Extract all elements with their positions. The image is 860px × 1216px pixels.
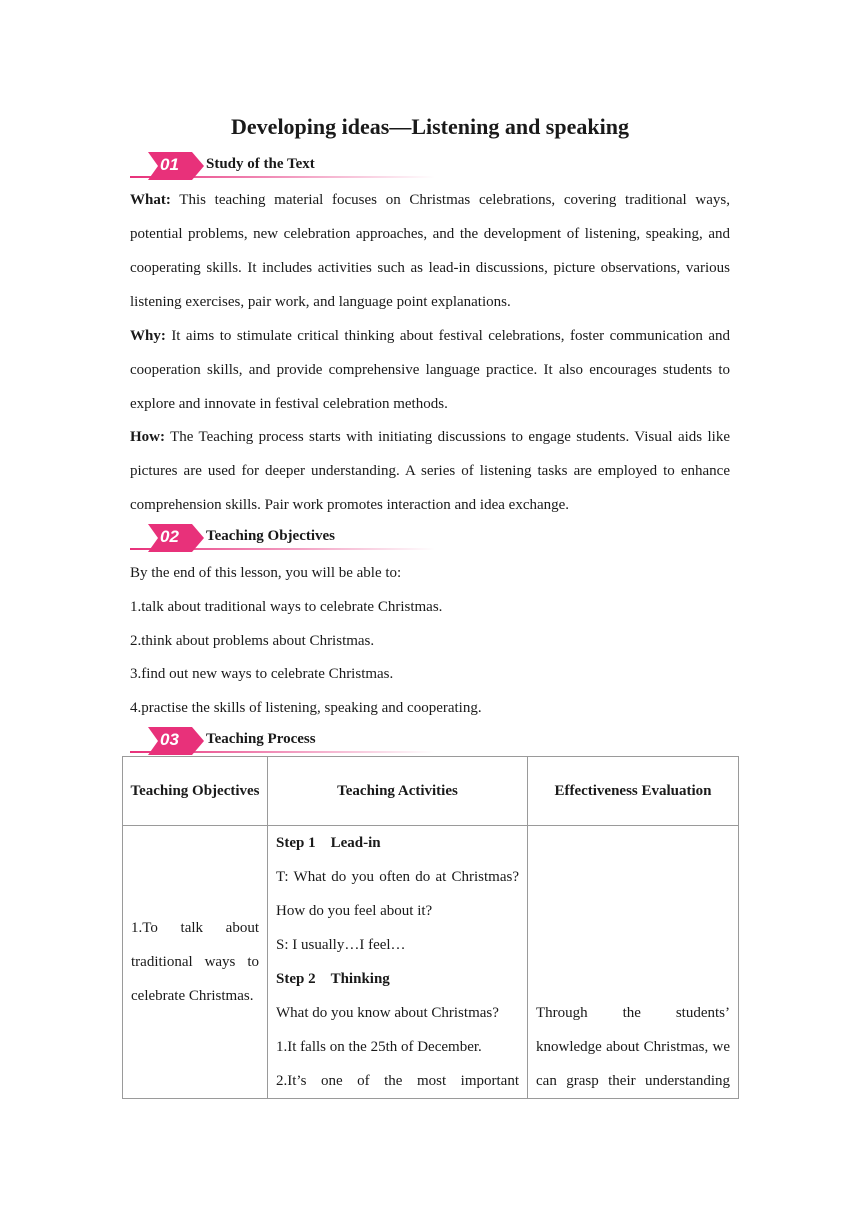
section-header-study [130,152,440,180]
how-label: How: [130,429,165,445]
header-evaluation: Effectiveness Evaluation [528,757,739,826]
student-answer: S: I usually…I feel… [276,937,406,953]
teaching-process-table [122,756,739,1099]
thinking-question: What do you know about Christmas? [276,1005,499,1021]
table-row [123,826,739,1099]
step-label: Step 1 Lead-in [276,835,381,851]
header-activities: Teaching Activities [268,757,528,826]
cell-evaluation: Through the students’ knowledge about Christmas, we can grasp their understanding [528,826,739,1099]
section-label: Teaching Objectives [206,528,336,544]
step-label: Step 2 Thinking [276,971,390,987]
study-how [130,420,730,522]
cell-activities [268,826,528,1099]
study-what [130,183,730,319]
objective-item: 4.practise the skills of listening, speaking and cooperating. [130,700,482,716]
section-header-objectives [130,524,440,552]
section-header-process [130,727,440,755]
why-label: Why: [130,328,166,344]
what-label: What: [130,192,171,208]
header-objectives: Teaching Objectives [123,757,268,826]
page-title: Developing ideas—Listening and speaking [231,114,629,139]
section-number: 03 [160,730,179,749]
objective-item: 1.talk about traditional ways to celebrate Christmas. [130,599,443,615]
section-label: Study of the Text [206,156,315,172]
what-text: This teaching material focuses on Christmas celebrations, covering traditional ways, potential problems, new celebration approaches, and the development of listening, speaking, and cooperating skills. It includes activities such as lead-in discussions, picture observations, various listening exercises, pair work, and language point explanations. [130,192,730,310]
thinking-answer: 1.It falls on the 25th of December. [276,1039,482,1055]
section-label: Teaching Process [206,731,316,747]
table-header-row [123,757,739,826]
objectives-intro: By the end of this lesson, you will be able to: [130,565,402,581]
section-number: 02 [160,527,179,546]
why-text: It aims to stimulate critical thinking about festival celebrations, foster communication and cooperation skills, and provide comprehensive language practice. It also encourages students to explore and innovate in festival celebration methods. [130,328,731,412]
objective-item: 2.think about problems about Christmas. [130,633,375,649]
study-why [130,319,730,421]
how-text: The Teaching process starts with initiating discussions to engage students. Visual aids like pictures are used for deeper understanding. A series of listening tasks are employed to enhance comprehension skills. Pair work promotes interaction and idea exchange. [130,429,730,513]
objective-item: 3.find out new ways to celebrate Christmas. [130,666,394,682]
thinking-answer: 2.It’s one of the most important [276,1073,519,1089]
cell-objective: 1.To talk about traditional ways to celebrate Christmas. [123,826,268,1099]
teacher-question: T: What do you often do at Christmas? How do you feel about it? [276,869,519,919]
section-number: 01 [160,155,179,174]
